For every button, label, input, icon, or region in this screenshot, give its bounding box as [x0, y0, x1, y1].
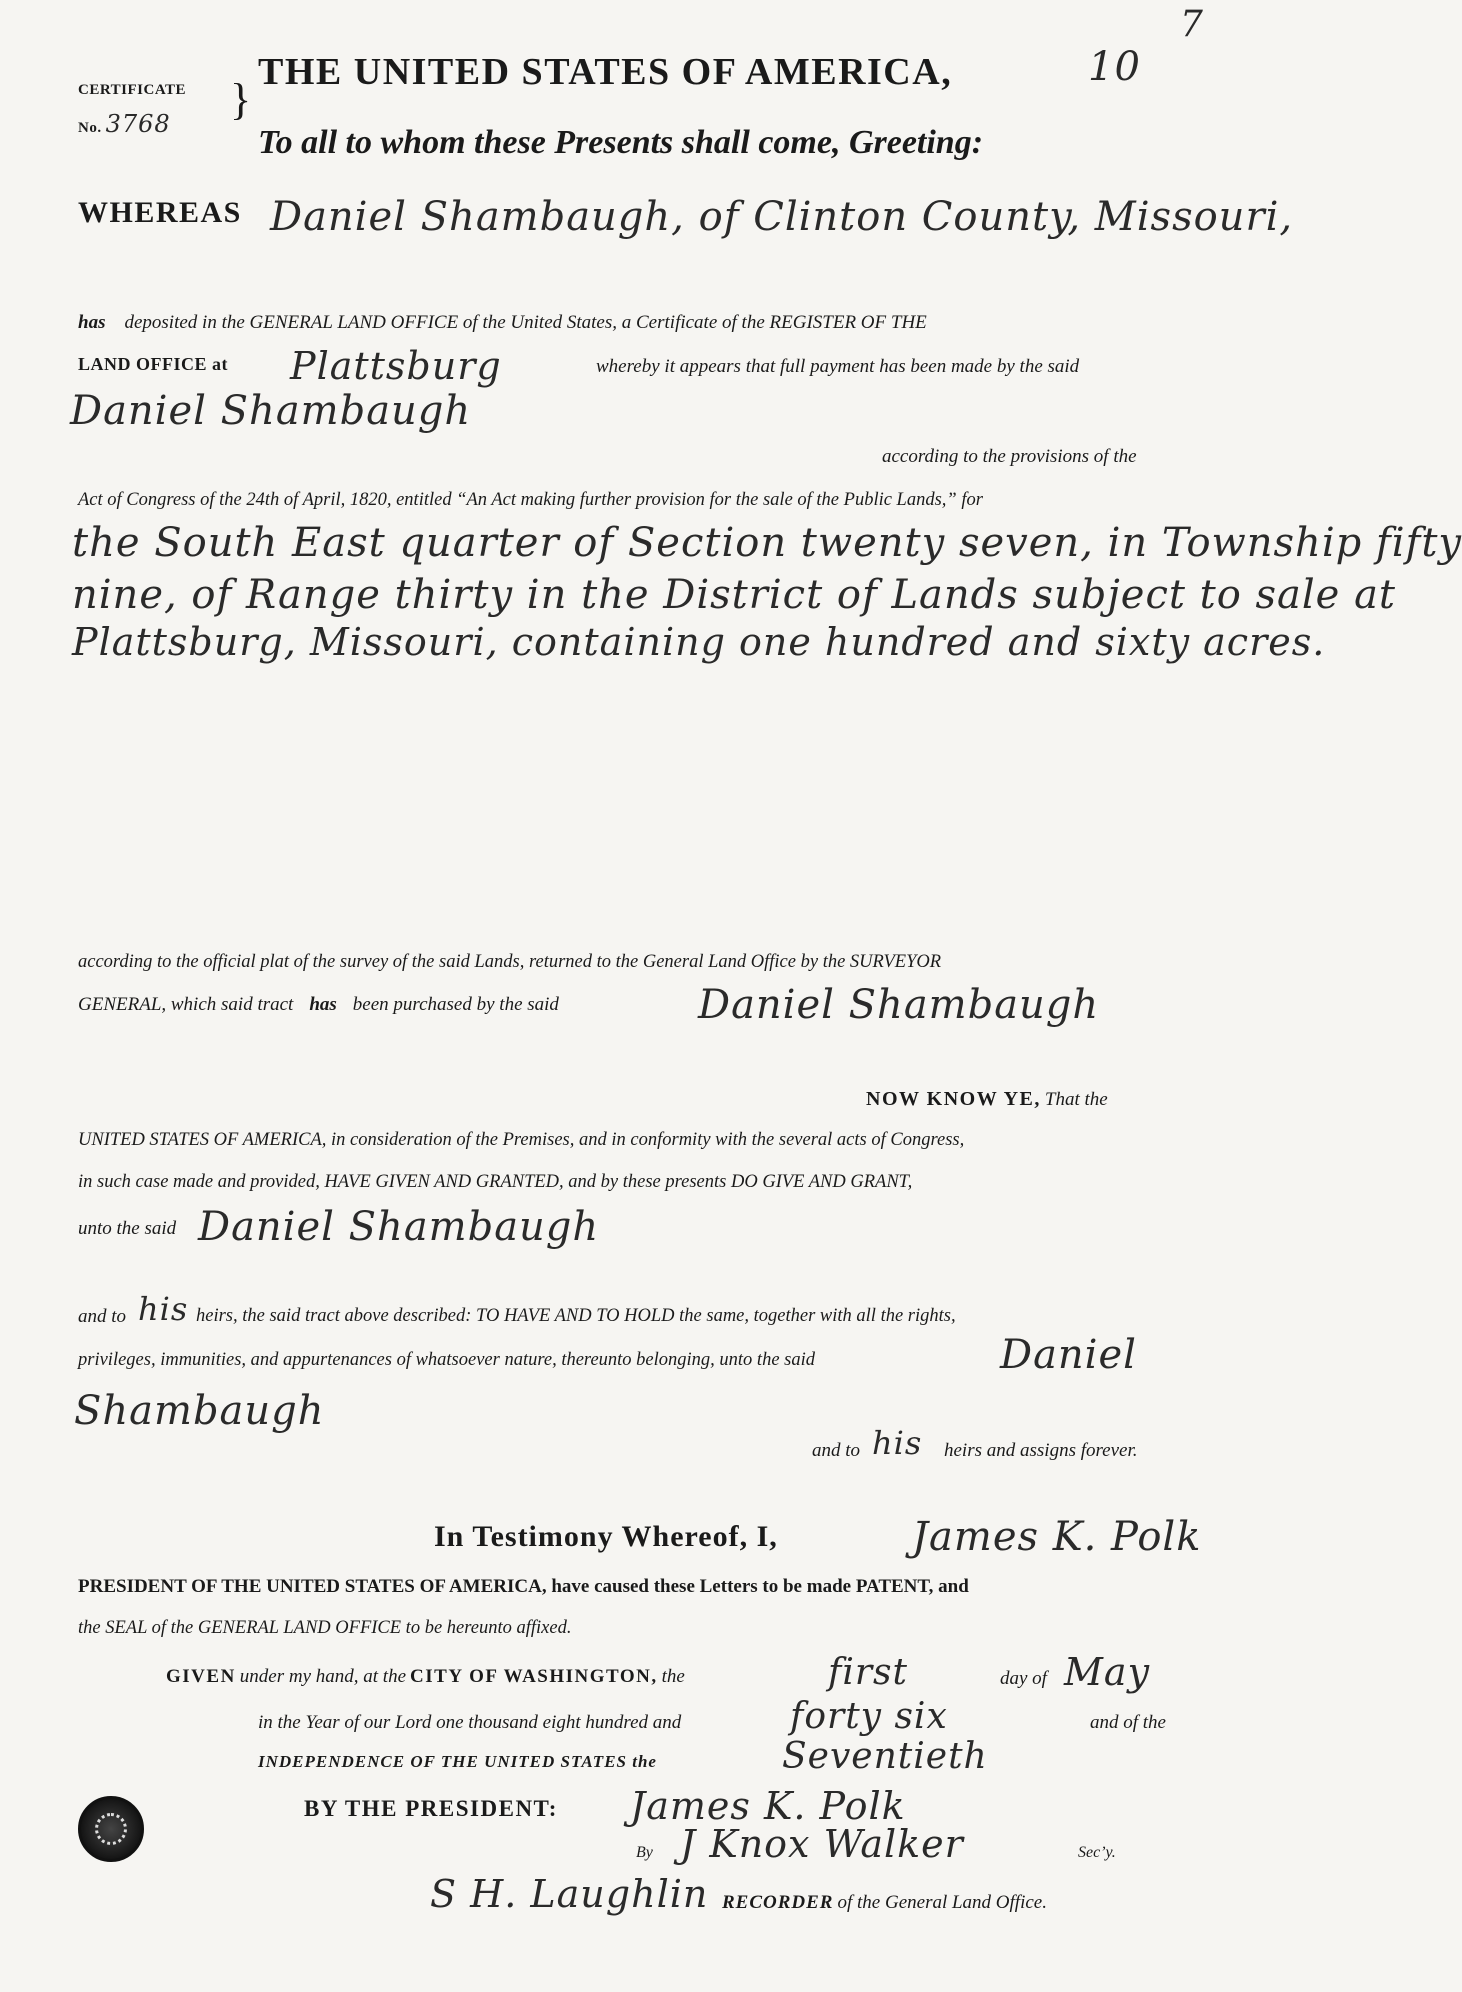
page-number: 7	[1180, 4, 1204, 45]
marginal-note: 10	[1088, 44, 1141, 90]
recorder-label: RECORDER	[722, 1892, 834, 1913]
whereas-name: Daniel Shambaugh, of Clinton County, Missouri,	[270, 194, 1294, 240]
certificate-number-line	[78, 110, 171, 138]
now-know-ye-line	[866, 1088, 1108, 1111]
whereby-text: whereby it appears that full payment has been made by the said	[596, 356, 1080, 377]
grant-line-2: UNITED STATES OF AMERICA, in consideration of the Premises, and in conformity with the several acts of Congress,	[78, 1130, 965, 1150]
unto-the-said: unto the said	[78, 1218, 177, 1239]
independence-year: Seventieth	[782, 1736, 988, 1777]
testimony-heading: In Testimony Whereof, I,	[434, 1520, 778, 1553]
month-value: May	[1064, 1650, 1151, 1694]
his-word: his	[138, 1290, 189, 1328]
has-word-2: has	[309, 994, 337, 1015]
president-signature: James K. Polk	[630, 1784, 906, 1828]
according-text: according to the provisions of the	[882, 446, 1137, 467]
greeting: To all to whom these Presents shall come, Greeting:	[258, 124, 984, 161]
the-word: the	[661, 1666, 685, 1687]
and-of-the: and of the	[1090, 1712, 1166, 1733]
has-word: has	[78, 312, 106, 333]
land-office-place: Plattsburg	[290, 344, 502, 388]
year-value: forty six	[790, 1696, 948, 1737]
now-know-ye: NOW KNOW YE,	[866, 1088, 1041, 1110]
survey-line-2	[78, 994, 559, 1016]
recorder-signature: S H. Laughlin	[430, 1872, 709, 1916]
whereas-label: WHEREAS	[78, 196, 242, 229]
year-text: in the Year of our Lord one thousand eight hundred and	[258, 1712, 682, 1733]
given-line	[166, 1666, 685, 1688]
land-office-seal	[78, 1796, 144, 1862]
habendum-line-2: privileges, immunities, and appurtenances of whatsoever nature, thereunto belonging, unto the said	[78, 1350, 815, 1370]
deposit-text: deposited in the GENERAL LAND OFFICE of the United States, a Certificate of the REGISTER OF THE	[124, 312, 927, 333]
that-the: That the	[1044, 1089, 1108, 1110]
recorder-line	[722, 1892, 1047, 1914]
by-word: By	[636, 1844, 653, 1861]
habendum-name-1: Daniel	[1000, 1332, 1137, 1378]
by-the-president: BY THE PRESIDENT:	[304, 1796, 558, 1821]
certificate-label: CERTIFICATE	[78, 82, 187, 98]
testimony-line-1	[78, 1576, 969, 1598]
recorder-rest: of the General Land Office.	[837, 1892, 1047, 1913]
under-hand: under my hand, at the	[239, 1666, 407, 1687]
survey-name: Daniel Shambaugh	[698, 982, 1100, 1028]
president-name: James K. Polk	[912, 1514, 1202, 1560]
purchased-text: been purchased by the said	[352, 994, 559, 1015]
habendum-line-1: heirs, the said tract above described: TO HAVE AND TO HOLD the same, together with all the rights,	[196, 1306, 956, 1326]
given-word: GIVEN	[166, 1666, 236, 1687]
act-text: Act of Congress of the 24th of April, 1820, entitled “An Act making further provision for the sale of the Public Lands,” for	[78, 490, 983, 510]
habendum-name-2: Shambaugh	[74, 1388, 325, 1434]
day-of: day of	[1000, 1668, 1047, 1689]
survey-line-1: according to the official plat of the survey of the said Lands, returned to the General Land Office by the SURVEYOR	[78, 952, 942, 972]
page-title: THE UNITED STATES OF AMERICA,	[258, 51, 953, 93]
secretary-label: Sec’y.	[1078, 1844, 1116, 1861]
description-line-1: the South East quarter of Section twenty seven, in Township fifty	[72, 520, 1462, 566]
his-word-2: his	[872, 1424, 923, 1462]
heirs-assigns: heirs and assigns forever.	[944, 1440, 1138, 1461]
deposit-name: Daniel Shambaugh	[70, 388, 472, 434]
testimony-line-2: the SEAL of the GENERAL LAND OFFICE to be hereunto affixed.	[78, 1618, 572, 1638]
grant-name: Daniel Shambaugh	[198, 1204, 600, 1250]
city-name: CITY OF WASHINGTON,	[410, 1666, 658, 1687]
description-line-2: nine, of Range thirty in the District of Lands subject to sale at	[72, 572, 1396, 618]
day-value: first	[828, 1652, 908, 1693]
description-line-3: Plattsburg, Missouri, containing one hundred and sixty acres.	[72, 620, 1326, 664]
certificate-number: 3768	[105, 110, 171, 138]
certificate-number-label: No.	[78, 120, 102, 136]
deposit-line-1	[78, 312, 927, 334]
general-text: GENERAL, which said tract	[78, 994, 294, 1015]
testimony-line-1-text: PRESIDENT OF THE UNITED STATES OF AMERICA, have caused these Letters to be made PATENT, and	[78, 1576, 969, 1597]
and-to: and to	[78, 1306, 127, 1327]
secretary-signature: J Knox Walker	[680, 1822, 964, 1866]
grant-line-3: in such case made and provided, HAVE GIVEN AND GRANTED, and by these presents DO GIVE AND GRANT,	[78, 1172, 913, 1192]
land-office-at: LAND OFFICE at	[78, 354, 228, 374]
certificate-brace: }	[230, 75, 252, 124]
independence-text: INDEPENDENCE OF THE UNITED STATES the	[258, 1752, 657, 1771]
and-to-2: and to	[812, 1440, 861, 1461]
